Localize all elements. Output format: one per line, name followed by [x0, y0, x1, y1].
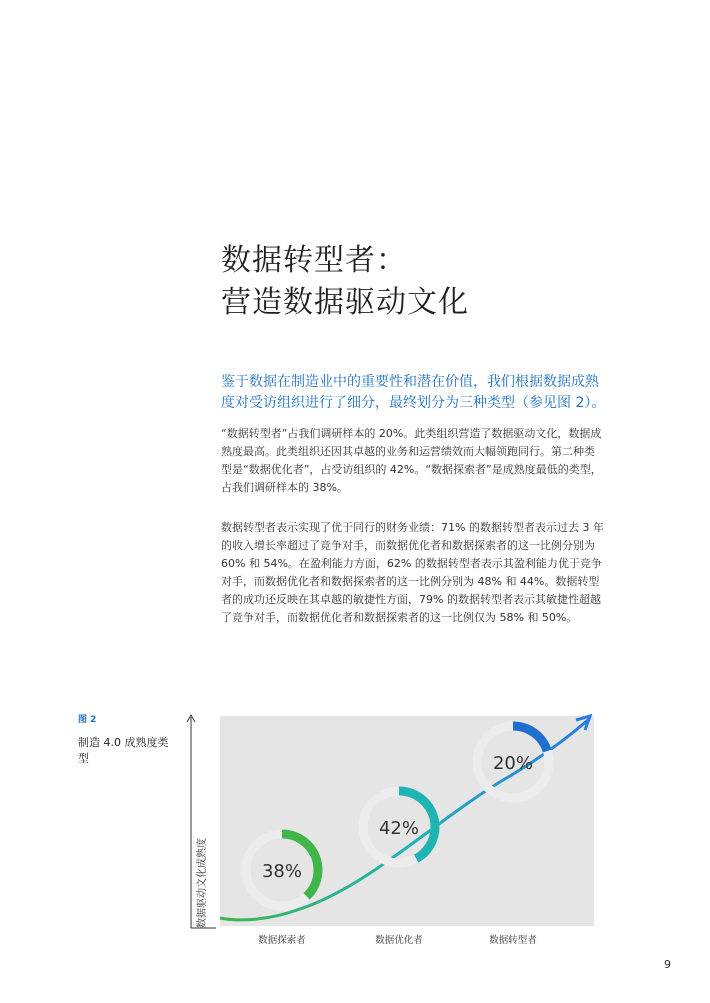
- lead-paragraph: 鉴于数据在制造业中的重要性和潜在价值，我们根据数据成熟度对受访组织进行了细分，最终划分为三种类型（参见图 2）。: [221, 374, 606, 411]
- page-title-line-1: 数据转型者：: [221, 243, 407, 278]
- body-paragraph-1: “数据转型者”占我们调研样本的 20%。此类组织营造了数据驱动文化，数据成熟度最高。此类组织还因其卓越的业务和运营绩效而大幅领跑同行。第二种类型是“数据优化者”，占受访组织的 42%。“数据探索者”是成熟度最低的类型，占我们调研样本的 38%。: [221, 427, 602, 494]
- y-axis-label: 数据驱动文化成熟度: [197, 838, 208, 928]
- body-paragraph-2: 数据转型者表示实现了优于同行的财务业绩：71% 的数据转型者表示过去 3 年的收入增长率超过了竞争对手，而数据优化者和数据探索者的这一比例分别为 60% 和 54%。在盈利能力方面，62% 的数据转型者表示其盈利能力优于竞争对手，而数据优化者和数据探索者的这一比例分别为 48% 和 44%。数据转型者的成功还反映在其卓越的敏捷性方面，79% 的数据转型者表示其敏捷性超越了竞争对手，而数据优化者和数据探索者的这一比例仅为 58% 和 50%。: [221, 521, 604, 624]
- category-label-1: 数据探索者: [258, 935, 306, 946]
- figure-title: 制造 4.0 成熟度类型: [78, 736, 169, 765]
- y-axis: [187, 715, 216, 928]
- donut-value-label-1: 38%: [261, 861, 303, 882]
- page-title-line-2: 营造数据驱动文化: [221, 285, 469, 320]
- donut-value-label-3: 20%: [492, 753, 534, 774]
- page-title: [221, 240, 469, 324]
- category-label-3: 数据转型者: [489, 935, 537, 946]
- page-number: 9: [664, 958, 671, 971]
- category-label-2: 数据优化者: [375, 935, 423, 946]
- donut-value-label-2: 42%: [378, 818, 420, 839]
- maturity-chart: [180, 706, 610, 956]
- figure-label: 图 2: [78, 715, 97, 725]
